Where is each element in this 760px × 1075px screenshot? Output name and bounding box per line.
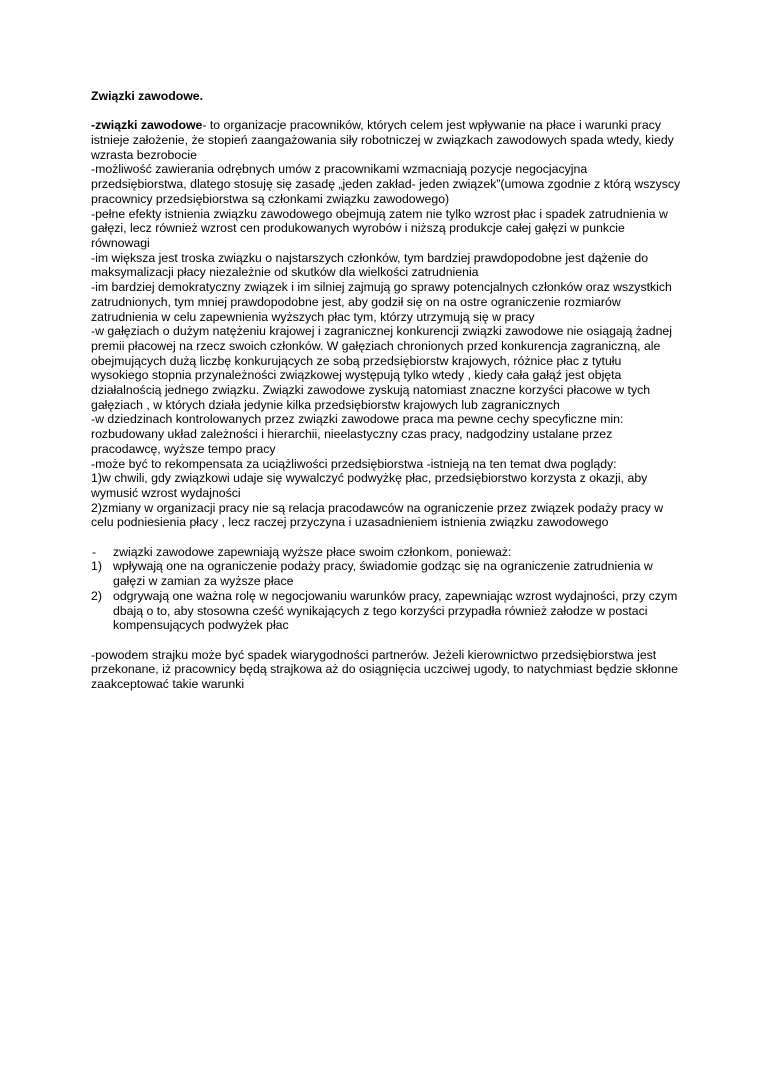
document-page bbox=[91, 89, 681, 692]
paragraph: -możliwość zawierania odrębnych umów z pracownikami wzmacniają pozycje negocjacyjna przedsiębiorstwa, dlatego stosuję się zasadę „jeden zakład- jeden związek”(umowa zgodnie z którą wszyscy pracownicy przedsiębiorstwa są członkami związku zawodowego) bbox=[91, 162, 681, 206]
document-title: Związki zawodowe. bbox=[91, 89, 204, 103]
paragraph: -w dziedzinach kontrolowanych przez związki zawodowe praca ma pewne cechy specyficzne min: rozbudowany układ zależności i hierarchii, nieelastyczny czas pracy, nadgodziny ustalane przez pracodawcę, wyższe tempo pracy bbox=[91, 412, 624, 456]
spacer bbox=[91, 104, 681, 119]
paragraph: 2)zmiany w organizacji pracy nie są relacja pracodawców na ograniczenie przez związek podaży pracy w celu podniesienia płacy , lecz raczej przyczyna i uzasadnieniem istnienia związku zawodowego bbox=[91, 500, 664, 530]
closing-paragraph: -powodem strajku może być spadek wiarygodności partnerów. Jeżeli kierownictwo przedsiębiorstwa jest przekonane, iż pracownicy będą strajkowa aż do osiągnięcia uczciwej ugody, to natychmiast będzie skłonne zaakceptować takie warunki bbox=[91, 647, 678, 692]
intro-term: -związki zawodowe bbox=[91, 118, 203, 133]
list-marker: 1) bbox=[91, 559, 102, 574]
list-item-text: odgrywają one ważna rolę w negocjowaniu warunków pracy, zapewniając wzrost wydajności, przy czym dbają o to, aby stosowna cześć wynikających z tego korzyści przypadła również załodze w postaci kompensujących podwyżek płac bbox=[113, 588, 678, 633]
spacer bbox=[91, 633, 681, 648]
paragraph: -może być to rekompensata za uciążliwości przedsiębiorstwa -istnieją na ten temat dwa poglądy: bbox=[91, 456, 617, 471]
intro-paragraph bbox=[91, 118, 681, 133]
list-item bbox=[91, 559, 681, 588]
list-marker: - bbox=[92, 544, 97, 559]
reasons-list bbox=[91, 545, 681, 633]
paragraph: -pełne efekty istnienia związku zawodowego obejmują zatem nie tylko wzrost płac i spadek zatrudnienia w gałęzi, lecz również wzrost cen produkowanych wyrobów i niższą produkcje całej gałęzi w punkcie równowagi bbox=[91, 206, 668, 250]
list-item bbox=[91, 589, 681, 633]
list-item-text: związki zawodowe zapewniają wyższe płace swoim członkom, ponieważ: bbox=[113, 544, 512, 559]
paragraph: -w gałęziach o dużym natężeniu krajowej i zagranicznej konkurencji związki zawodowe nie osiągają żadnej premii płacowej na rzecz swoich członków. W gałęziach chronionych przed konkurencja zagraniczną, ale obejmujących dużą liczbę konkurujących ze sobą przedsiębiorstw krajowych, różnice płac z tytułu wysokiego stopnia przynależności związkowej występują tylko wtedy , kiedy cała gałąź jest objęta działalnością jednego związku. Związki zawodowe zyskują natomiast znaczne korzyści płacowe w tych gałęziach , w których działa jedynie kilka przedsiębiorstw krajowych lub zagranicznych bbox=[91, 324, 672, 412]
spacer bbox=[91, 530, 681, 545]
list-item-text: wpływają one na ograniczenie podaży pracy, świadomie godząc się na ograniczenie zatrudnienia w gałęzi w zamian za wyższe płace bbox=[113, 559, 653, 589]
list-item bbox=[91, 545, 681, 560]
paragraph: -im bardziej demokratyczny związek i im silniej zajmują go sprawy potencjalnych członków oraz wszystkich zatrudnionych, tym mniej prawdopodobne jest, aby godził się on na ostre ograniczenie rozmiarów zatrudnienia w celu zapewnienia wyższych płac tym, którzy utrzymują się w pracy bbox=[91, 280, 672, 324]
paragraph: istnieje założenie, że stopień zaangażowania siły robotniczej w związkach zawodowych spada wtedy, kiedy wzrasta bezrobocie bbox=[91, 133, 674, 162]
paragraph: -im większa jest troska związku o najstarszych członków, tym bardziej prawdopodobne jest dążenie do maksymalizacji płacy niezależnie od skutków dla wielkości zatrudnienia bbox=[91, 250, 649, 280]
list-marker: 2) bbox=[91, 588, 102, 603]
paragraph: 1)w chwili, gdy związkowi udaje się wywalczyć podwyżkę płac, przedsiębiorstwo korzysta z okazji, aby wymusić wzrost wydajności bbox=[91, 471, 648, 500]
intro-definition: - to organizacje pracowników, których celem jest wpływanie na płace i warunki pracy bbox=[202, 118, 661, 133]
